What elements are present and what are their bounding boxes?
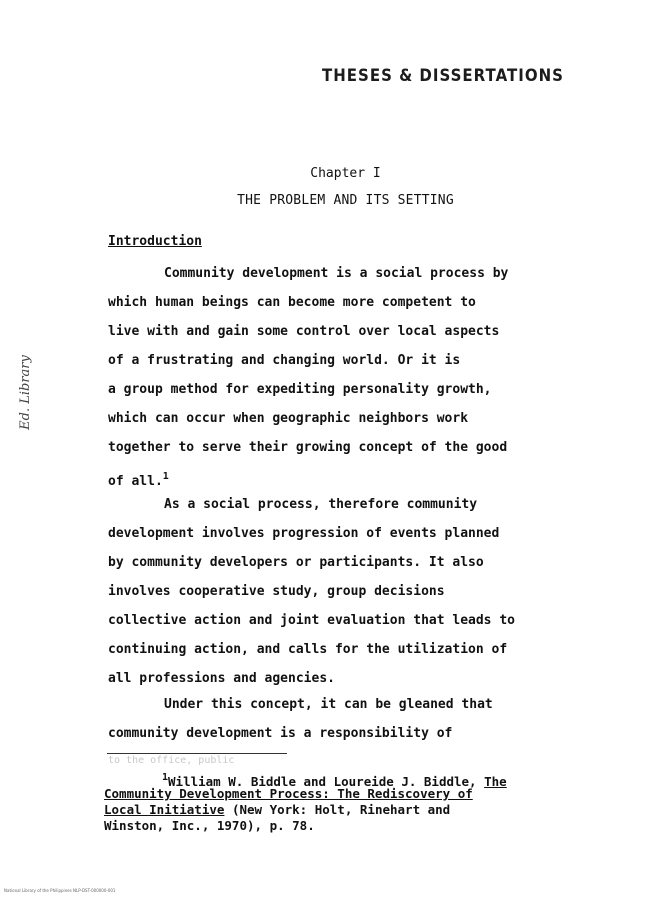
footnote-publisher: (New York: Holt, Rinehart and: [231, 802, 451, 817]
text-line: all professions and agencies.: [108, 671, 335, 686]
text-line: which can occur when geographic neighbors work: [108, 411, 469, 426]
text-line-with-footnote: [108, 462, 563, 491]
text-line: of a frustrating and changing world. Or it is: [108, 353, 461, 368]
text-line: which human beings can become more competent to: [108, 295, 476, 310]
text-line: community development is a responsibility of: [108, 726, 453, 741]
scan-credit: National Library of the Philippines NLP-DST-000000-001: [4, 888, 116, 893]
text-line: development involves progression of events planned: [108, 526, 500, 541]
handwritten-margin-note: [17, 330, 60, 460]
footnote: [104, 770, 554, 834]
text-line: a group method for expediting personality growth,: [108, 382, 492, 397]
text-line: Community development is a social process by: [164, 266, 509, 281]
margin-note-text: Ed. Library: [17, 355, 33, 430]
text-line: As a social process, therefore community: [164, 497, 478, 512]
archive-stamp: THESES & DISSERTATIONS: [322, 64, 564, 86]
footnote-marker: 1: [162, 772, 169, 783]
chapter-number: Chapter I: [310, 166, 381, 181]
paragraph-1: [108, 259, 563, 491]
text-line: live with and gain some control over local aspects: [108, 324, 500, 339]
footnote-marker: 1: [162, 471, 169, 482]
footnote-publisher: Winston, Inc., 1970), p. 78.: [104, 818, 315, 833]
text-line: of all.: [108, 474, 163, 489]
paragraph-3: [108, 690, 563, 748]
footnote-line: [104, 802, 554, 818]
bleed-through-text: to the office, public: [108, 755, 235, 766]
paragraph-2: [108, 490, 563, 693]
footnote-title: Community Development Process: The Rediscovery of: [104, 786, 473, 801]
chapter-title: THE PROBLEM AND ITS SETTING: [237, 193, 454, 208]
text-line: by community developers or participants. It also: [108, 555, 484, 570]
footnote-divider: [107, 753, 287, 754]
footnote-line: [104, 770, 554, 789]
footnote-title: Local Initiative: [104, 802, 225, 817]
text-line: continuing action, and calls for the utilization of: [108, 642, 508, 657]
footnote-authors: William W. Biddle and Loureide J. Biddle,: [168, 774, 477, 789]
text-line: Under this concept, it can be gleaned that: [164, 697, 493, 712]
section-heading: Introduction: [108, 234, 202, 249]
footnote-title: The: [484, 774, 507, 789]
text-line: collective action and joint evaluation that leads to: [108, 613, 515, 628]
text-line: together to serve their growing concept of the good: [108, 440, 508, 455]
text-line: involves cooperative study, group decisions: [108, 584, 445, 599]
